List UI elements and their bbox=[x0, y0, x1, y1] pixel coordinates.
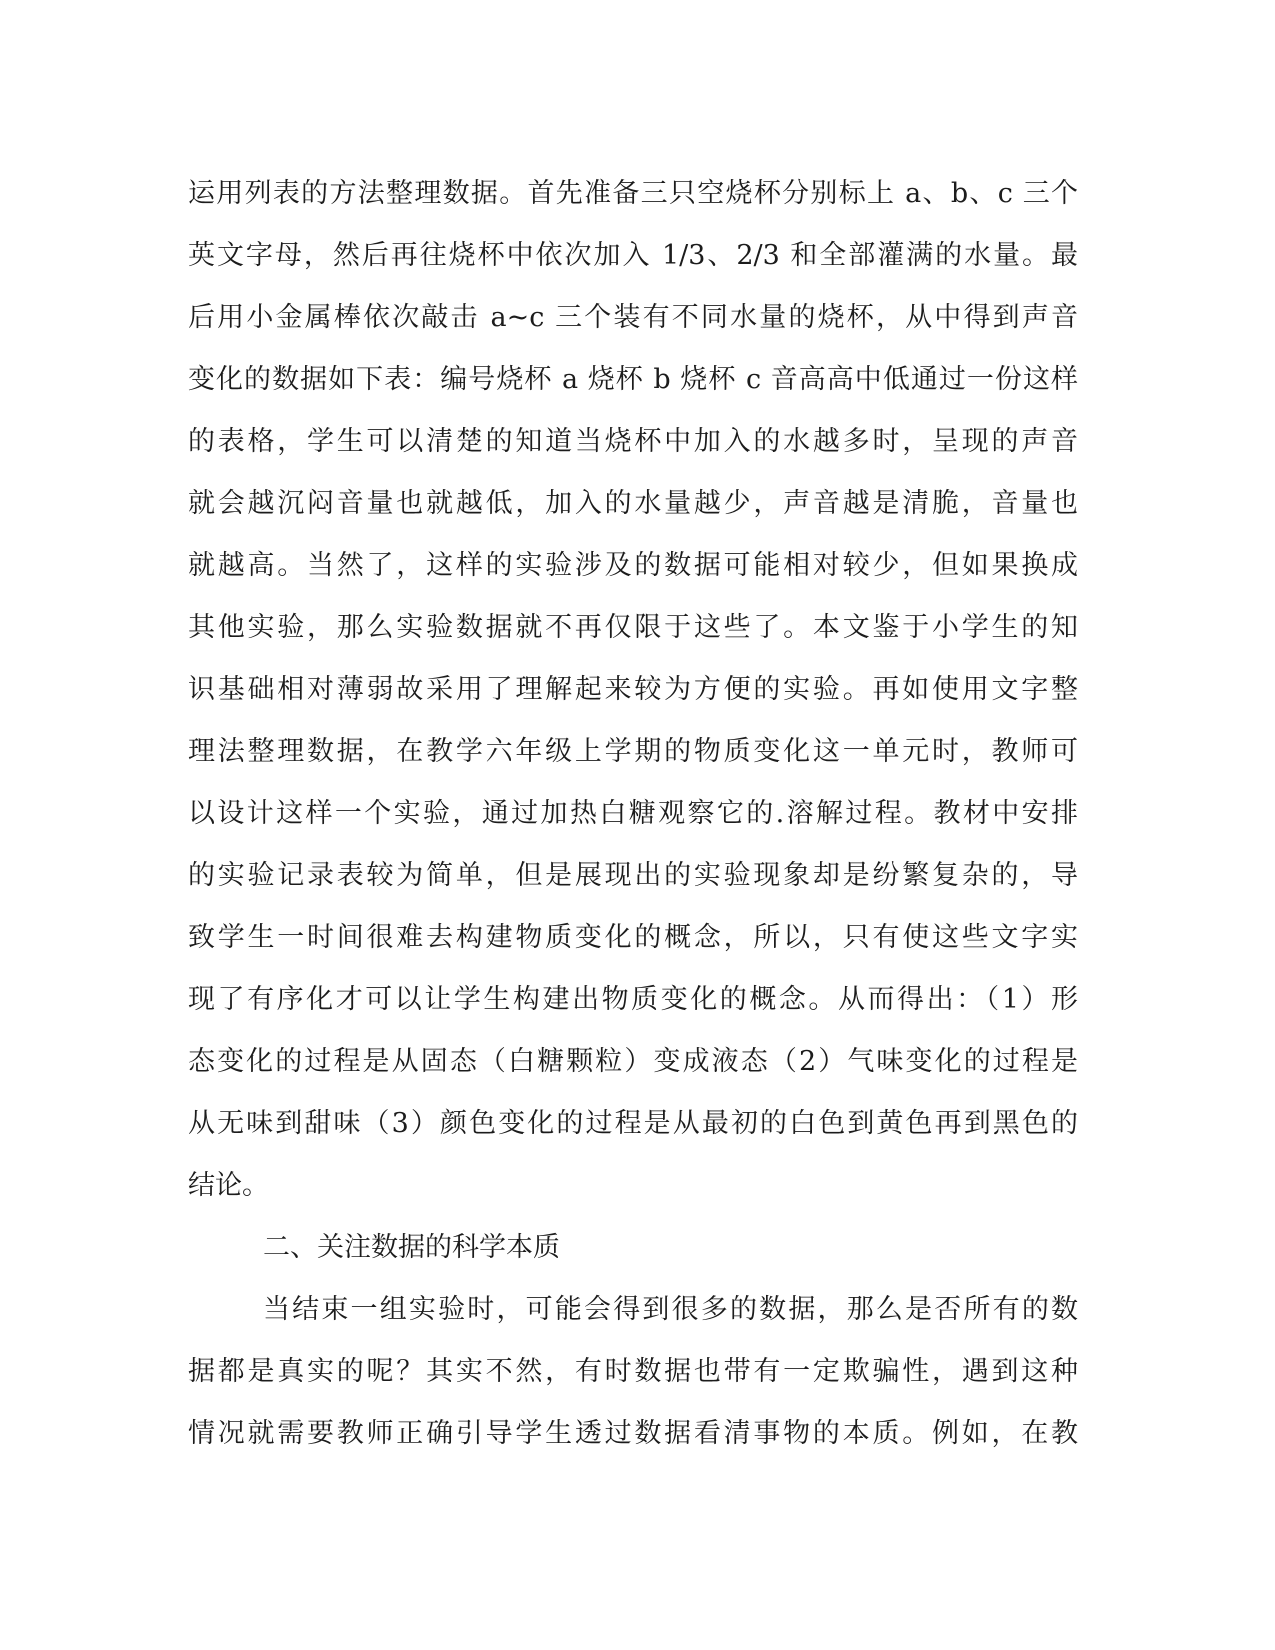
paragraph-line-15: 态变化的过程是从固态（白糖颗粒）变成液态（2）气味变化的过程是 bbox=[188, 1046, 1078, 1077]
paragraph-line-9: 识基础相对薄弱故采用了理解起来较为方便的实验。再如使用文字整 bbox=[188, 674, 1078, 705]
paragraph-line-13: 致学生一时间很难去构建物质变化的概念，所以，只有使这些文字实 bbox=[188, 922, 1078, 953]
paragraph-line-3: 后用小金属棒依次敲击 a~c 三个装有不同水量的烧杯，从中得到声音 bbox=[188, 302, 1078, 333]
paragraph-line-1: 运用列表的方法整理数据。首先准备三只空烧杯分别标上 a、b、c 三个 bbox=[188, 178, 1078, 209]
section-heading: 二、关注数据的科学本质 bbox=[263, 1232, 560, 1263]
body-text bbox=[188, 163, 1078, 1465]
paragraph-line-19: 当结束一组实验时，可能会得到很多的数据，那么是否所有的数 bbox=[263, 1294, 1078, 1325]
paragraph-line-12: 的实验记录表较为简单，但是展现出的实验现象却是纷繁复杂的，导 bbox=[188, 860, 1078, 891]
paragraph-line-14: 现了有序化才可以让学生构建出物质变化的概念。从而得出：（1）形 bbox=[188, 984, 1078, 1015]
paragraph-line-10: 理法整理数据，在教学六年级上学期的物质变化这一单元时，教师可 bbox=[188, 736, 1078, 767]
paragraph-line-17: 结论。 bbox=[188, 1170, 269, 1201]
paragraph-line-16: 从无味到甜味（3）颜色变化的过程是从最初的白色到黄色再到黑色的 bbox=[188, 1108, 1078, 1139]
paragraph-line-11: 以设计这样一个实验，通过加热白糖观察它的.溶解过程。教材中安排 bbox=[188, 798, 1078, 829]
paragraph-line-4: 变化的数据如下表：编号烧杯 a 烧杯 b 烧杯 c 音高高中低通过一份这样 bbox=[188, 364, 1078, 395]
paragraph-line-8: 其他实验，那么实验数据就不再仅限于这些了。本文鉴于小学生的知 bbox=[188, 612, 1078, 643]
paragraph-line-5: 的表格，学生可以清楚的知道当烧杯中加入的水越多时，呈现的声音 bbox=[188, 426, 1078, 457]
paragraph-line-2: 英文字母，然后再往烧杯中依次加入 1/3、2/3 和全部灌满的水量。最 bbox=[188, 240, 1078, 271]
paragraph-line-20: 据都是真实的呢？其实不然，有时数据也带有一定欺骗性，遇到这种 bbox=[188, 1356, 1078, 1387]
paragraph-line-7: 就越高。当然了，这样的实验涉及的数据可能相对较少，但如果换成 bbox=[188, 550, 1078, 581]
paragraph-line-6: 就会越沉闷音量也就越低，加入的水量越少，声音越是清脆，音量也 bbox=[188, 488, 1078, 519]
paragraph-line-21: 情况就需要教师正确引导学生透过数据看清事物的本质。例如，在教 bbox=[188, 1418, 1078, 1449]
